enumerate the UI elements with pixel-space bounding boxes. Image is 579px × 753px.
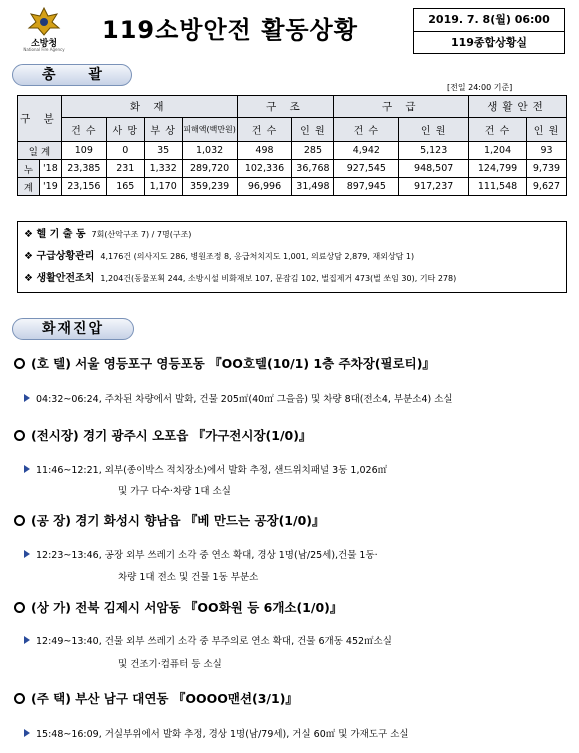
triangle-bullet-icon <box>24 636 30 644</box>
summary-section-title: 총 괄 <box>12 64 132 86</box>
logo-subtext: National Fire Agency <box>23 47 65 52</box>
table-row <box>18 178 567 196</box>
circle-bullet-icon <box>14 602 25 613</box>
cell: 23,156 <box>61 178 106 196</box>
circle-bullet-icon <box>14 693 25 704</box>
date-box <box>413 8 565 54</box>
col-header: 건 수 <box>469 118 527 142</box>
triangle-bullet-icon <box>24 394 30 402</box>
cell: 1,332 <box>144 160 182 178</box>
fire-entry-title: (주 택) 부산 남구 대연동 『OOOO맨션(3/1)』 <box>14 689 298 707</box>
cell: 124,799 <box>469 160 527 178</box>
cell: 231 <box>106 160 144 178</box>
row-label: 누 <box>18 160 40 178</box>
note-label: ❖ 생활안전조치 <box>24 273 95 284</box>
cell: 36,768 <box>292 160 334 178</box>
cell: 23,385 <box>61 160 106 178</box>
cell: 285 <box>292 142 334 160</box>
cell: 1,032 <box>182 142 237 160</box>
cell: 359,239 <box>182 178 237 196</box>
cell: 9,627 <box>526 178 566 196</box>
page-title: 119소방안전 활동상황 <box>102 16 358 44</box>
report-issuer: 119종합상황실 <box>414 31 564 53</box>
circle-bullet-icon <box>14 430 25 441</box>
cell: 111,548 <box>469 178 527 196</box>
triangle-bullet-icon <box>24 465 30 473</box>
col-header: 피해액(백만원) <box>182 118 237 142</box>
cell: 498 <box>237 142 292 160</box>
col-header: 건 수 <box>61 118 106 142</box>
cell: 35 <box>144 142 182 160</box>
note-text: 7회(산악구조 7) / 7명(구조) <box>91 230 192 239</box>
note-text: 1,204건(동물포획 244, 소방시설 비화재보 107, 문잠김 102, 벌집제거 473(벌 쏘임 30), 기타 278) <box>100 274 457 283</box>
cell: 109 <box>61 142 106 160</box>
col-header: 인 원 <box>399 118 469 142</box>
cell: 1,204 <box>469 142 527 160</box>
basis-time: [전일 24:00 기준] <box>447 83 513 92</box>
col-header: 사 망 <box>106 118 144 142</box>
cell: 1,170 <box>144 178 182 196</box>
summary-table <box>17 95 567 196</box>
cell: 927,545 <box>334 160 399 178</box>
fire-section-title: 화재진압 <box>12 318 134 340</box>
note-safety-actions <box>24 268 560 290</box>
cell: 9,739 <box>526 160 566 178</box>
cell: 4,942 <box>334 142 399 160</box>
cell: 917,237 <box>399 178 469 196</box>
report-date: 2019. 7. 8(월) 06:00 <box>428 13 550 26</box>
circle-bullet-icon <box>14 515 25 526</box>
group-emergency: 구 급 <box>334 96 469 118</box>
fire-entry-detail: 15:48~16:09, 거실부위에서 발화 추정, 경상 1명(남/79세), 거실 60㎡ 및 가재도구 소실 <box>24 726 409 740</box>
row-label: 일 계 <box>18 142 62 160</box>
cell: 948,507 <box>399 160 469 178</box>
fire-entry-title: (전시장) 경기 광주시 오포읍 『가구전시장(1/0)』 <box>14 426 311 444</box>
fire-entry-detail: 11:46~12:21, 외부(종이박스 적치장소)에서 발화 추정, 샌드위치패널 3동 1,026㎡ <box>24 462 387 476</box>
note-helicopter <box>24 224 560 246</box>
fire-entry-title: (호 텔) 서울 영등포구 영등포동 『OO호텔(10/1) 1층 주차장(필로티)』 <box>14 354 435 372</box>
fire-entry-continuation: 및 건조기·컴퓨터 등 소실 <box>118 659 222 670</box>
table-row <box>18 142 567 160</box>
agency-logo <box>12 6 76 54</box>
triangle-bullet-icon <box>24 550 30 558</box>
group-safety: 생활안전 <box>469 96 567 118</box>
corner-label: 구 분 <box>18 96 62 142</box>
cell: 5,123 <box>399 142 469 160</box>
cell: 93 <box>526 142 566 160</box>
cell: 102,336 <box>237 160 292 178</box>
col-header: 건 수 <box>334 118 399 142</box>
note-label: ❖ 구급상황관리 <box>24 251 95 262</box>
emblem-icon <box>26 6 62 36</box>
col-header: 인 원 <box>292 118 334 142</box>
logo-text: 소방청 <box>30 39 58 49</box>
fire-entry-continuation: 차량 1대 전소 및 건물 1동 부분소 <box>118 572 259 583</box>
note-text: 4,176건 (의사지도 286, 병원조정 8, 응급처치지도 1,001, 의료상담 2,879, 재외상담 1) <box>100 252 415 261</box>
row-label: 계 <box>18 178 40 196</box>
row-year: '18 <box>39 160 61 178</box>
fire-entry-continuation: 및 가구 다수·차량 1대 소실 <box>118 486 231 497</box>
row-year: '19 <box>39 178 61 196</box>
fire-entry-title: (공 장) 경기 화성시 향남읍 『베 만드는 공장(1/0)』 <box>14 511 324 529</box>
group-fire: 화 재 <box>61 96 237 118</box>
cell: 289,720 <box>182 160 237 178</box>
note-emergency-management <box>24 246 560 268</box>
cell: 897,945 <box>334 178 399 196</box>
summary-notes <box>17 221 567 293</box>
cell: 31,498 <box>292 178 334 196</box>
triangle-bullet-icon <box>24 729 30 737</box>
circle-bullet-icon <box>14 358 25 369</box>
cell: 96,996 <box>237 178 292 196</box>
fire-entry-detail: 12:49~13:40, 건물 외부 쓰레기 소각 중 부주의로 연소 확대, 건물 6개동 452㎡소실 <box>24 633 392 647</box>
fire-entry-title: (상 가) 전북 김제시 서암동 『OO화원 등 6개소(1/0)』 <box>14 598 342 616</box>
fire-entry-detail: 04:32~06:24, 주차된 차량에서 발화, 건물 205㎡(40㎡ 그을음) 및 차량 8대(전소4, 부분소4) 소실 <box>24 391 453 405</box>
fire-entry-detail: 12:23~13:46, 공장 외부 쓰레기 소각 중 연소 확대, 경상 1명(남/25세),건물 1동· <box>24 547 378 561</box>
note-label: ❖ 헬 기 출 동 <box>24 229 86 240</box>
col-header: 부 상 <box>144 118 182 142</box>
table-row <box>18 160 567 178</box>
cell: 165 <box>106 178 144 196</box>
col-header: 인 원 <box>526 118 566 142</box>
col-header: 건 수 <box>237 118 292 142</box>
group-rescue: 구 조 <box>237 96 334 118</box>
cell: 0 <box>106 142 144 160</box>
